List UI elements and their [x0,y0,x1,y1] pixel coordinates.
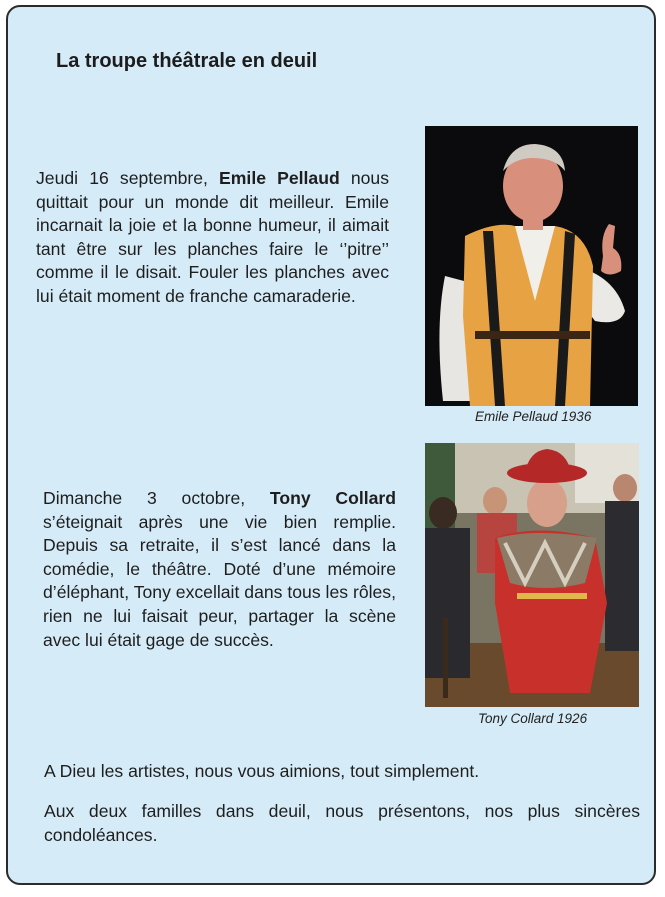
tribute-emile-lead: Jeudi 16 septembre, [36,168,220,188]
photo-tony-caption: Tony Collard 1926 [478,711,588,726]
tribute-emile-text: nous quittait pour un monde dit meilleur. Emile incarnait la joie et la bonne humeur, il aimait tant être sur les planches faire le ‘’pitre’’ comme il le disait. Fouler les planches avec lui était moment de franche camaraderie. [36,168,389,306]
tribute-tony-text: s’éteignait après une vie bien remplie. Depuis sa retraite, il s’est lancé dans la comédie, le théâtre. Doté d’une mémoire d’éléphant, Tony excellait dans tous les rôles, rien ne lui faisait peur, partager la scène avec lui était gage de succès. [43,511,396,650]
photo-emile-caption: Emile Pellaud 1936 [475,409,592,424]
article-title: La troupe théâtrale en deuil [56,50,318,72]
photo-emile-pellaud [425,126,638,406]
closing-farewell: A Dieu les artistes, nous vous aimions, tout simplement. [44,761,480,781]
tribute-emile-name: Emile Pellaud [219,168,340,188]
tribute-emile-paragraph [36,167,389,309]
tribute-tony-lead: Dimanche 3 octobre, [43,488,270,508]
tribute-tony-name: Tony Collard [269,488,396,508]
tribute-tony-paragraph [43,487,396,652]
photo-tony-collard [425,443,639,707]
closing-condolences: Aux deux familles dans deuil, nous présentons, nos plus sincères condoléances. [44,801,640,845]
